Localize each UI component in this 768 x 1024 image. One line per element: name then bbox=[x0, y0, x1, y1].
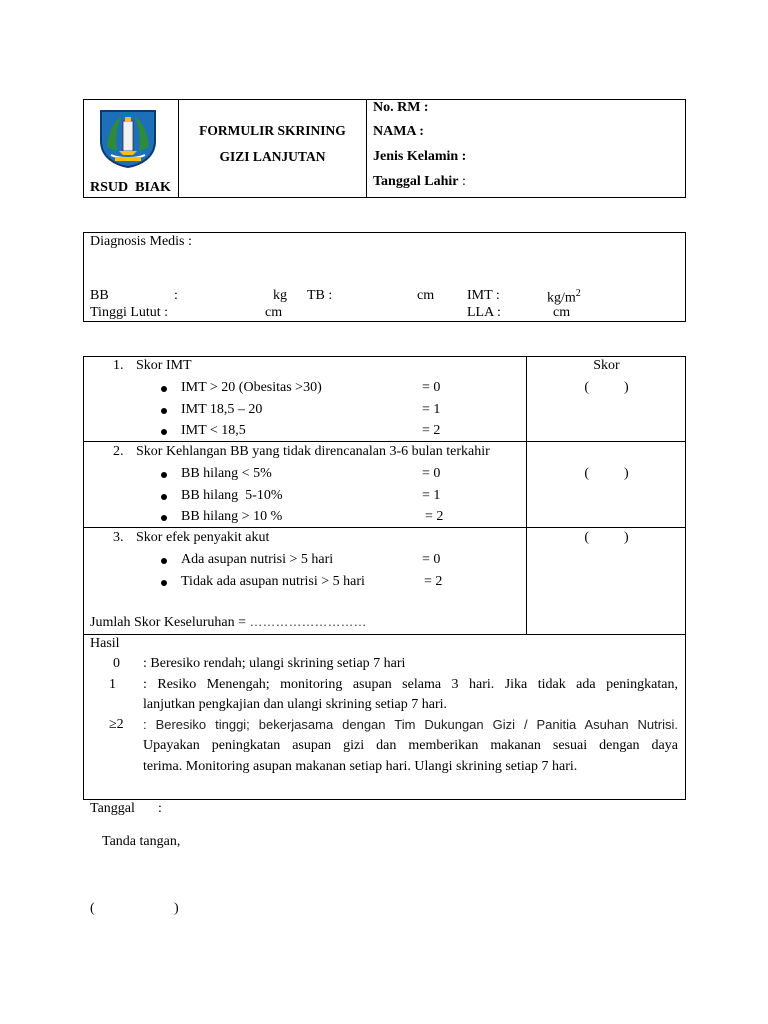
tb-label: TB : bbox=[307, 288, 333, 303]
bullet-icon bbox=[161, 429, 167, 435]
lla-label: LLA : bbox=[467, 305, 501, 320]
tanggal-lahir-label bbox=[373, 174, 466, 190]
section-1-value-1: = 0 bbox=[422, 380, 441, 395]
bullet-icon bbox=[161, 494, 167, 500]
section-1-number: 1. bbox=[113, 358, 124, 373]
jenis-kelamin-label: Jenis Kelamin : bbox=[373, 149, 467, 164]
bullet-icon bbox=[161, 386, 167, 392]
tanggal-colon: : bbox=[158, 801, 162, 816]
section-2-value-3: = 2 bbox=[425, 509, 444, 524]
tinggi-lutut-unit: cm bbox=[265, 305, 283, 320]
section-3-item-2: Tidak ada asupan nutrisi > 5 hari bbox=[181, 574, 365, 589]
imt-label: IMT : bbox=[467, 288, 500, 303]
section-1-item-1: IMT > 20 (Obesitas >30) bbox=[181, 380, 322, 395]
bullet-icon bbox=[161, 408, 167, 414]
regional-emblem-icon bbox=[97, 107, 159, 169]
section-2-number: 2. bbox=[113, 444, 124, 459]
score-row-divider-1 bbox=[83, 441, 686, 442]
score-row-divider-3 bbox=[83, 634, 686, 635]
tanggal-lahir-text: Tanggal Lahir bbox=[373, 174, 459, 189]
hasil-text-1b: lanjutkan pengkajian dan ulangi skrining setiap 7 hari. bbox=[143, 697, 448, 712]
tanda-tangan-label: Tanda tangan, bbox=[102, 834, 181, 849]
hasil-text-0: : Beresiko rendah; ulangi skrining setiap 7 hari bbox=[143, 656, 406, 671]
signature-open-paren: ( bbox=[90, 901, 95, 916]
section-3-item-1: Ada asupan nutrisi > 5 hari bbox=[181, 552, 334, 567]
hasil-text-2b: Upayakan peningkatan asupan gizi dan memberikan makanan sesuai dengan daya bbox=[143, 738, 678, 753]
hasil-key-0: 0 bbox=[113, 656, 120, 671]
section-2-title: Skor Kehlangan BB yang tidak direncanalan 3-6 bulan terkahir bbox=[136, 444, 490, 459]
hasil-text-2: : Beresiko tinggi; bekerjasama dengan Tim Dukungan Gizi / Panitia Asuhan Nutrisi. bbox=[143, 717, 678, 732]
bullet-icon bbox=[161, 515, 167, 521]
bb-label: BB bbox=[90, 288, 109, 303]
section-3-value-1: = 0 bbox=[422, 552, 441, 567]
imt-unit-sup: 2 bbox=[575, 288, 581, 299]
hasil-text-2c: terima. Monitoring asupan makanan setiap hari. Ulangi skrining setiap 7 hari. bbox=[143, 759, 578, 774]
skor-header: Skor bbox=[593, 358, 620, 373]
imt-unit bbox=[547, 288, 581, 307]
signature-close-paren: ) bbox=[174, 901, 179, 916]
section-2-item-3: BB hilang > 10 % bbox=[181, 509, 283, 524]
section-1-title: Skor IMT bbox=[136, 358, 192, 373]
section-1-item-3: IMT < 18,5 bbox=[181, 423, 246, 438]
form-title-line2: GIZI LANJUTAN bbox=[219, 149, 326, 164]
tinggi-lutut-label: Tinggi Lutut : bbox=[90, 305, 169, 320]
score-paren-3: ( ) bbox=[584, 530, 629, 545]
section-2-item-1: BB hilang < 5% bbox=[181, 466, 272, 481]
section-1-value-2: = 1 bbox=[422, 402, 441, 417]
score-paren-1: ( ) bbox=[584, 380, 629, 395]
score-table bbox=[83, 356, 686, 800]
bullet-icon bbox=[161, 472, 167, 478]
hasil-key-2: ≥2 bbox=[109, 717, 124, 732]
score-paren-2: ( ) bbox=[584, 466, 629, 481]
section-3-number: 3. bbox=[113, 530, 124, 545]
section-3-value-2: = 2 bbox=[424, 574, 443, 589]
hasil-text-1: : Resiko Menengah; monitoring asupan selama 3 hari. Jika tidak ada peningkatan, bbox=[143, 677, 678, 692]
nama-label: NAMA : bbox=[373, 124, 424, 139]
hospital-name: RSUD BIAK bbox=[90, 180, 171, 195]
section-1-value-3: = 2 bbox=[422, 423, 441, 438]
section-2-item-2: BB hilang 5-10% bbox=[181, 488, 283, 503]
tanggal-lahir-colon: : bbox=[461, 174, 466, 189]
tanggal-label: Tanggal bbox=[90, 801, 135, 816]
total-score-text: Jumlah Skor Keseluruhan = bbox=[90, 615, 247, 630]
bullet-icon bbox=[161, 580, 167, 586]
total-score-dots: ……………………… bbox=[249, 614, 367, 629]
lla-unit: cm bbox=[553, 305, 571, 320]
form-title-line1: FORMULIR SKRINING bbox=[199, 123, 346, 138]
no-rm-label: No. RM : bbox=[373, 100, 429, 115]
hasil-key-1: 1 bbox=[109, 677, 116, 692]
diagnosis-label: Diagnosis Medis : bbox=[90, 234, 192, 249]
score-row-divider-2 bbox=[83, 527, 686, 528]
bb-unit: kg bbox=[273, 288, 287, 303]
section-2-value-1: = 0 bbox=[422, 466, 441, 481]
total-score-label bbox=[90, 614, 367, 631]
header-divider-2 bbox=[366, 99, 367, 198]
section-2-value-2: = 1 bbox=[422, 488, 441, 503]
hasil-title: Hasil bbox=[90, 636, 120, 651]
score-col-divider bbox=[526, 356, 527, 634]
tb-unit: cm bbox=[417, 288, 435, 303]
section-3-title: Skor efek penyakit akut bbox=[136, 530, 270, 545]
bullet-icon bbox=[161, 558, 167, 564]
bb-colon: : bbox=[174, 288, 178, 303]
section-1-item-2: IMT 18,5 – 20 bbox=[181, 402, 263, 417]
imt-unit-text: kg/m bbox=[547, 290, 576, 306]
